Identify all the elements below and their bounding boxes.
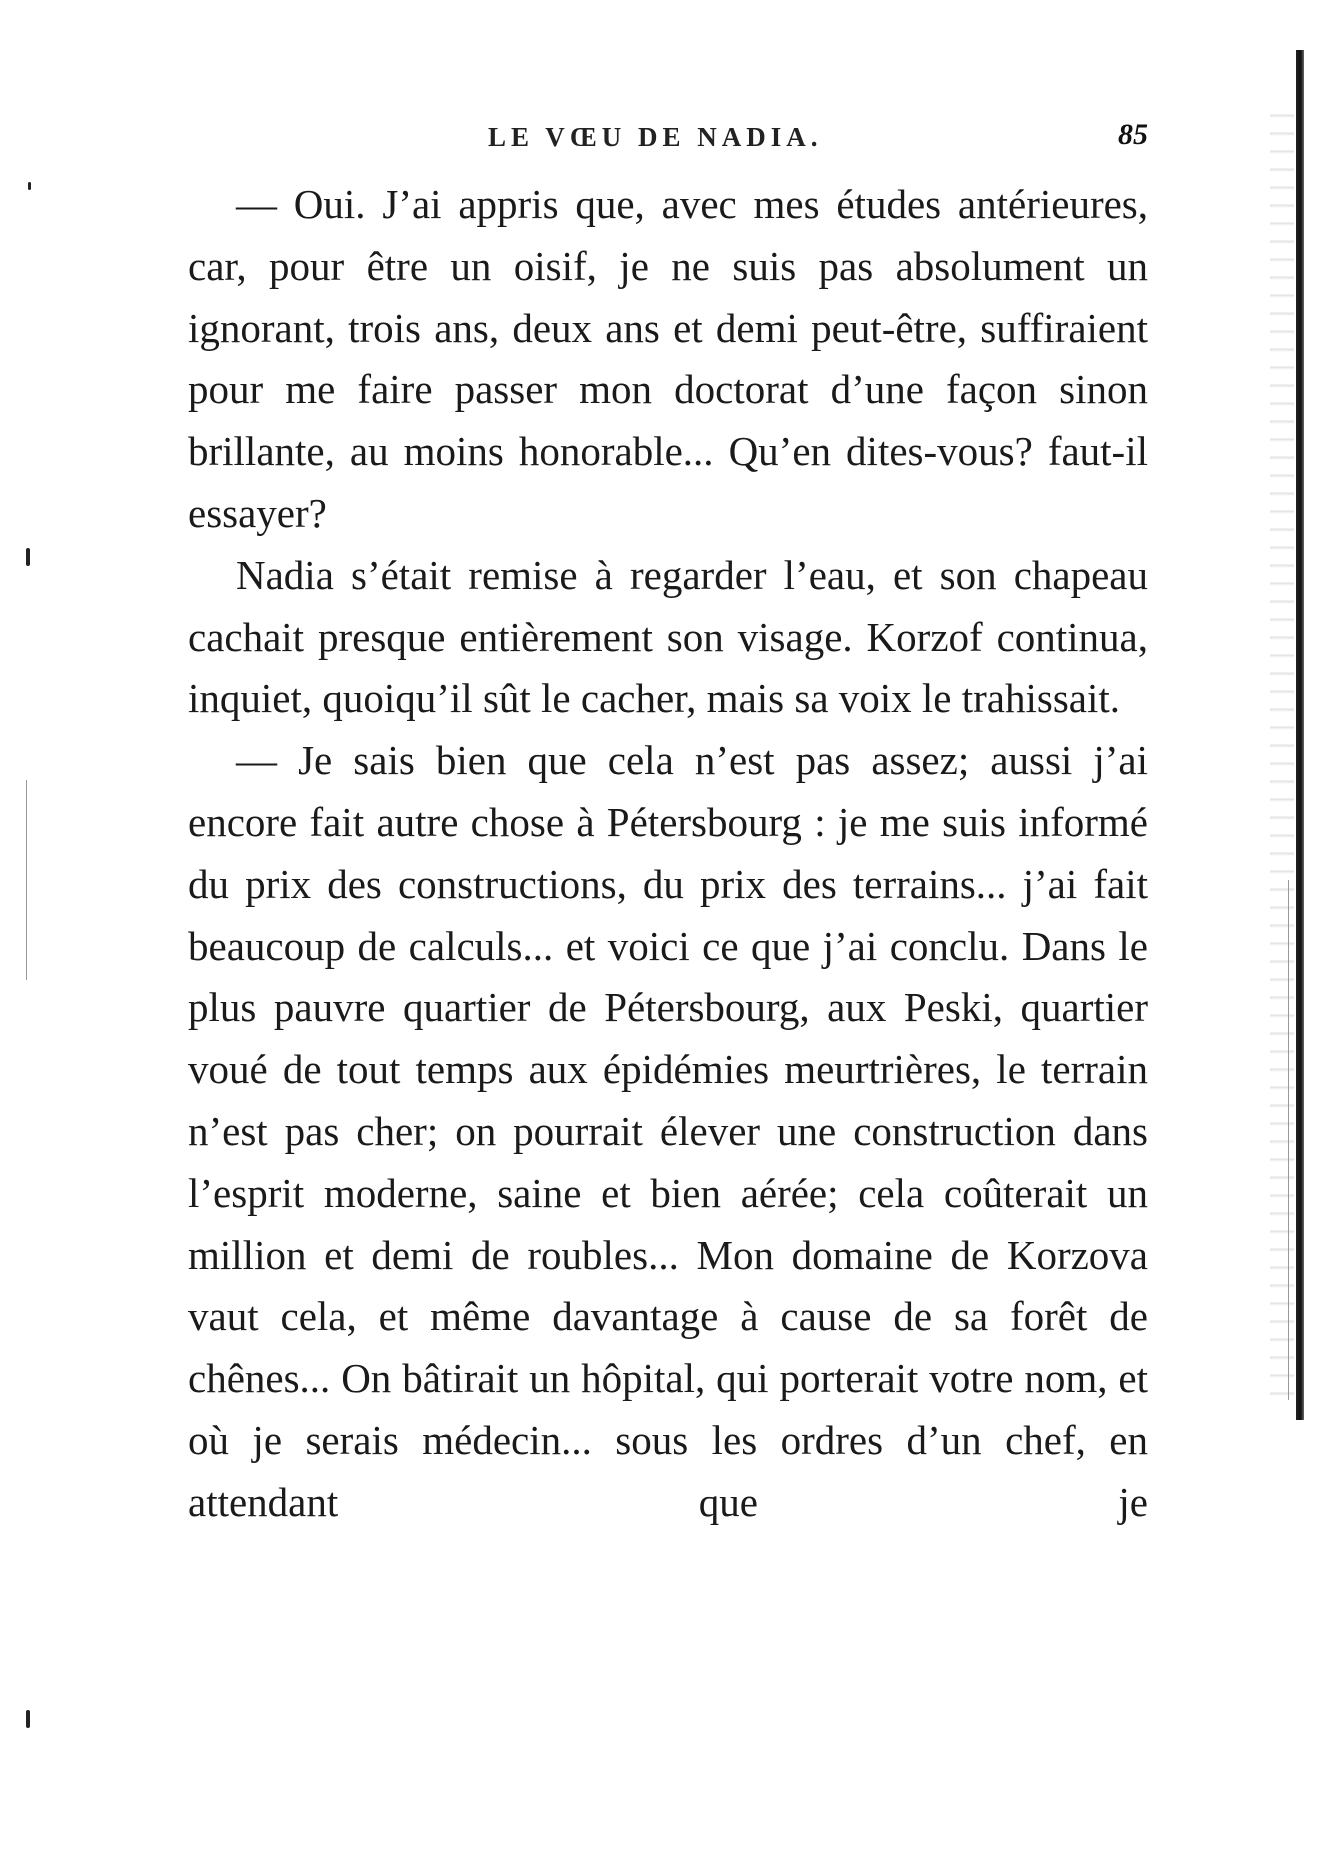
- scan-edge-line: [1288, 880, 1289, 1400]
- scan-left-line: [26, 780, 27, 980]
- scan-edge-speckle: [1270, 100, 1294, 1400]
- page-number: 85: [1118, 118, 1148, 151]
- body-text: [188, 174, 1148, 1534]
- paragraph-3: — Je sais bien que cela n’est pas assez; aussi j’ai encore fait autre chose à Pétersbourg : je me suis informé du prix des constructions, du prix des terrains... j’ai fait beaucoup de calculs... et voici ce que j’ai conclu. Dans le plus pauvre quartier de Pétersbourg, aux Peski, quartier voué de tout temps aux épidémies meurtrières, le terrain n’est pas cher; on pourrait élever une construction dans l’esprit moderne, saine et bien aérée; cela coûterait un million et demi de roubles... Mon domaine de Korzova vaut cela, et même davantage à cause de sa forêt de chênes... On bâtirait un hôpital, qui porterait votre nom, et où je serais médecin... sous les ordres d’un chef, en attendant que je: [188, 737, 1148, 1525]
- paragraph-2: Nadia s’était remise à regarder l’eau, et son chapeau cachait presque entièrement son visage. Korzof continua, inquiet, quoiqu’il sût le cacher, mais sa voix le trahissait.: [188, 551, 1148, 722]
- scan-margin-mark: [28, 182, 31, 190]
- scan-margin-mark: [26, 548, 30, 566]
- running-head: [188, 118, 1148, 158]
- scan-page-edge: [1296, 50, 1304, 1420]
- paragraph-1: — Oui. J’ai appris que, avec mes études antérieures, car, pour être un oisif, je ne suis pas absolument un ignorant, trois ans, deux ans et demi peut-être, suffiraient pour me faire passer mon doctorat d’une façon sinon brillante, au moins honorable... Qu’en dites-vous? faut-il essayer?: [188, 181, 1148, 536]
- scan-margin-mark: [26, 1710, 30, 1728]
- running-title: LE VŒU DE NADIA.: [488, 122, 823, 152]
